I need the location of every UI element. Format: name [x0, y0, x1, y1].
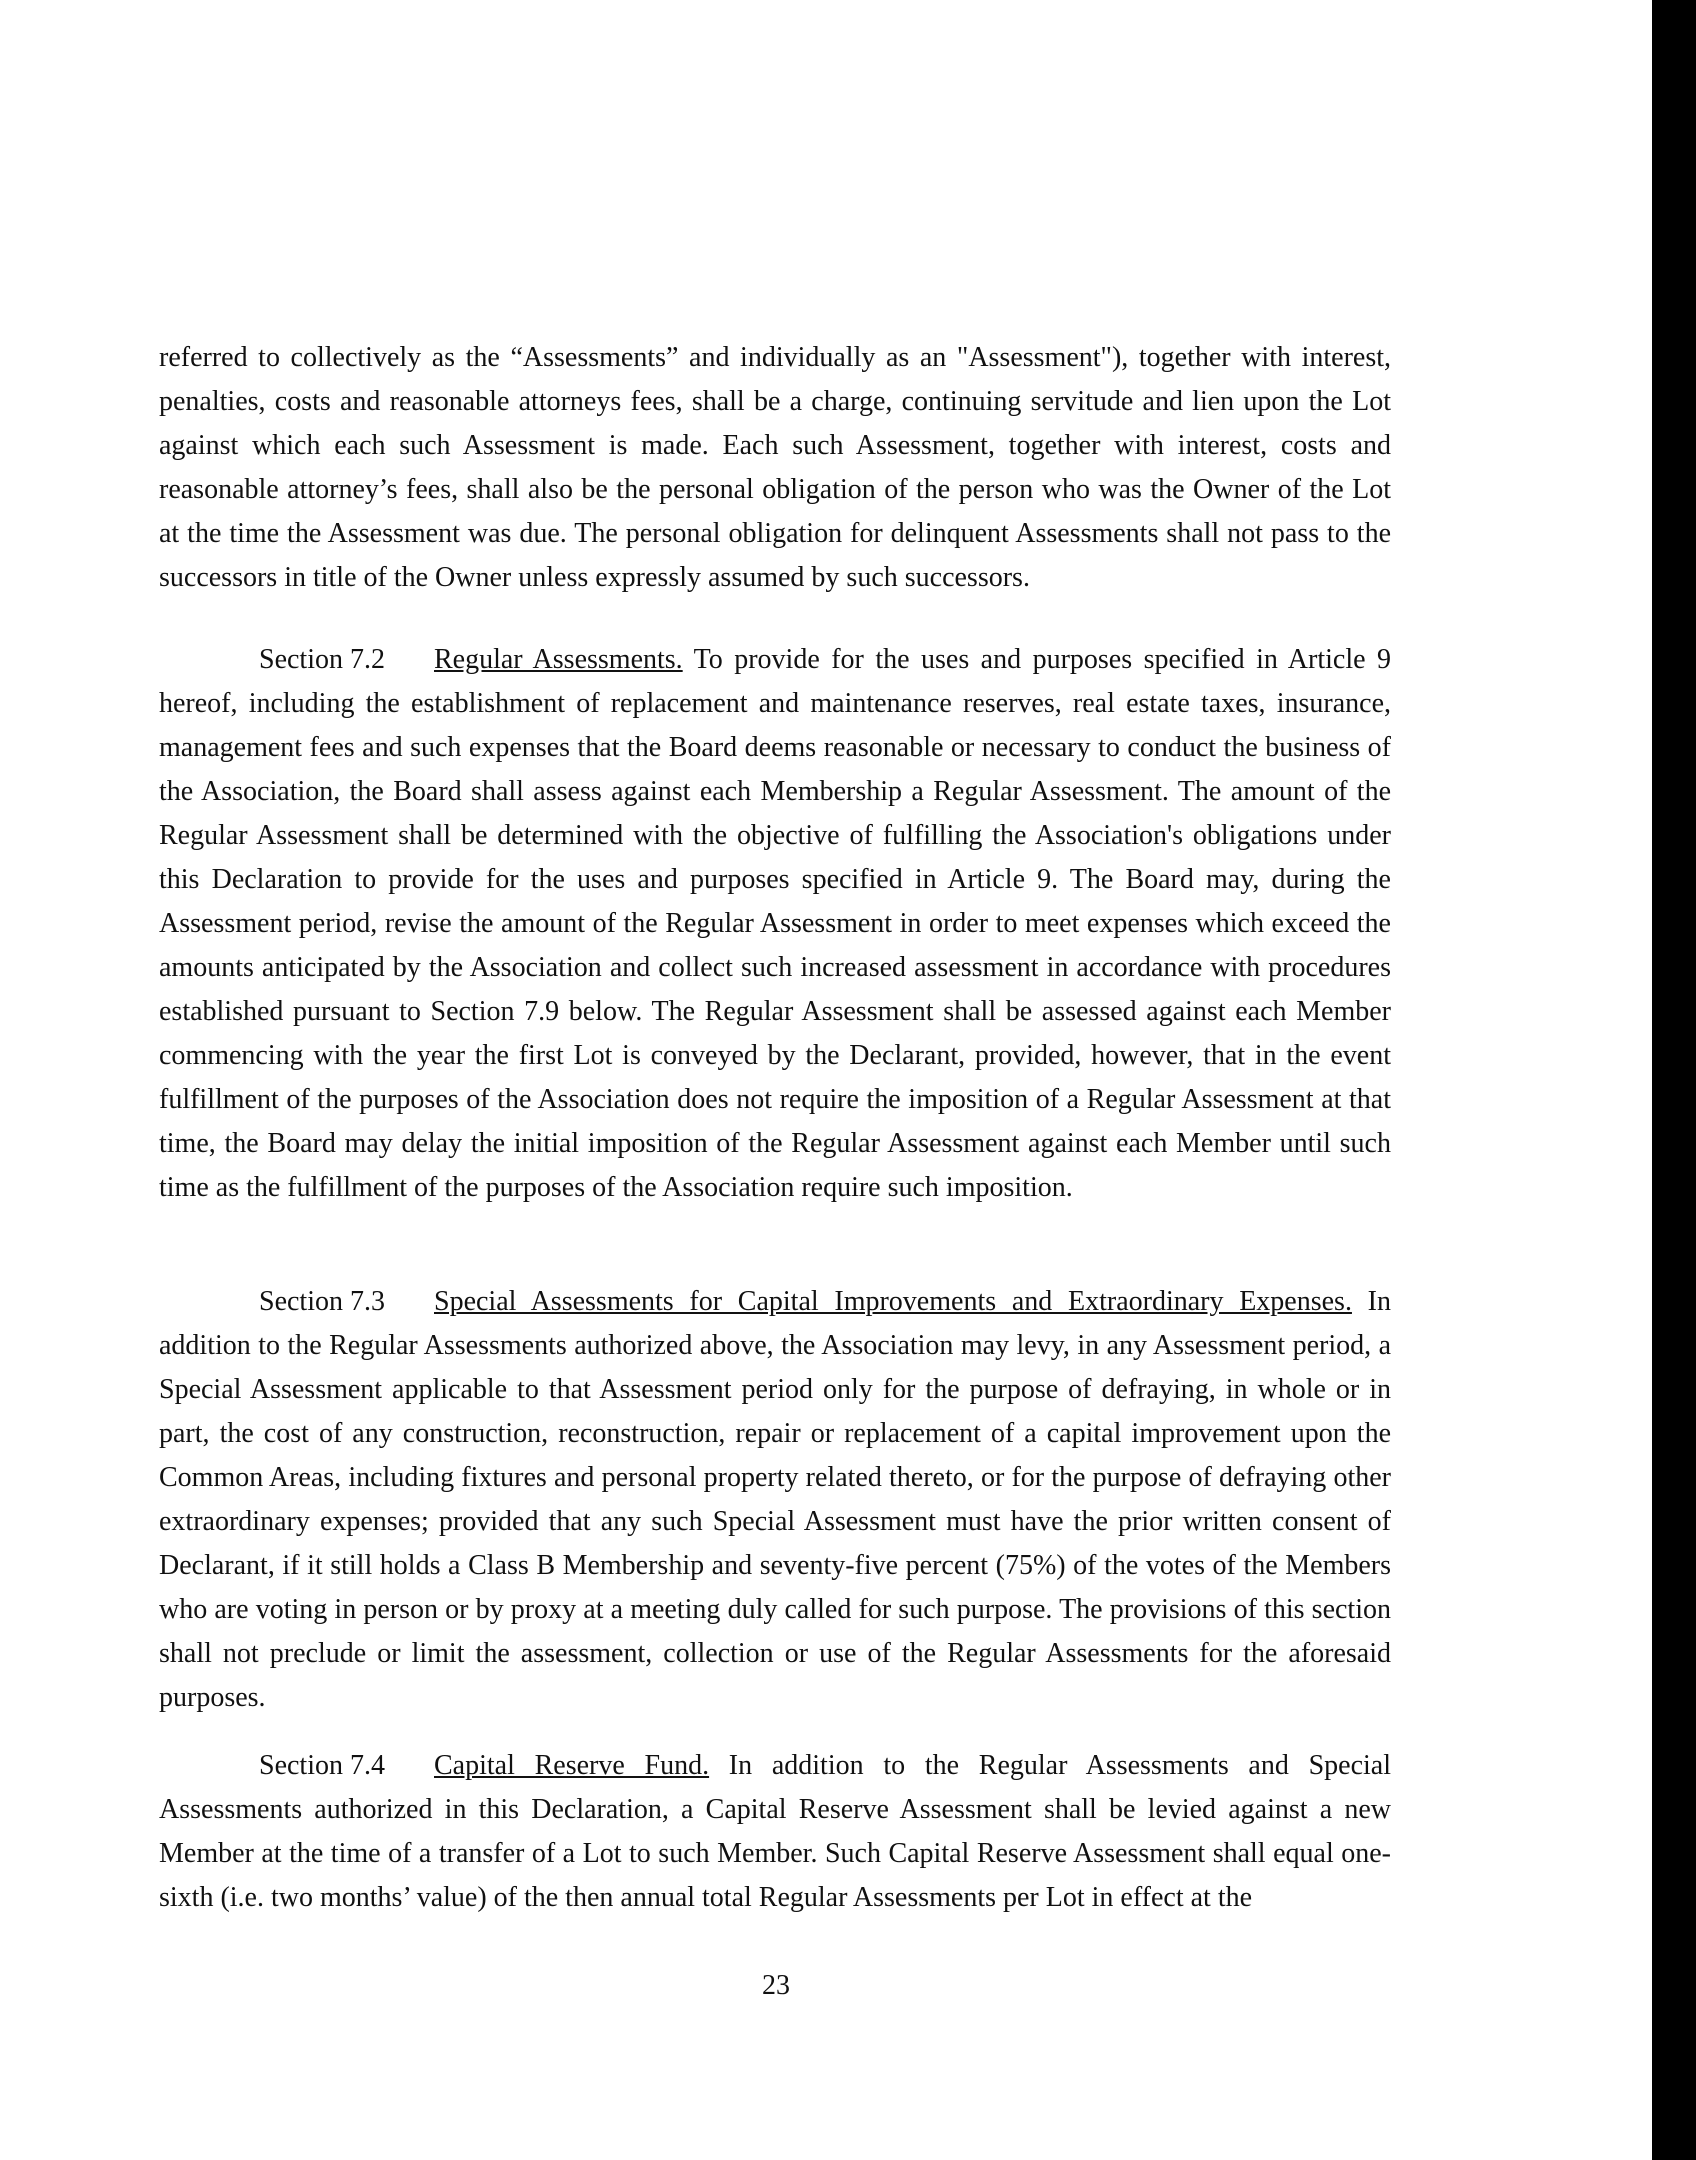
section-title: Capital Reserve Fund. — [434, 1750, 710, 1781]
page-number: 23 — [762, 1970, 790, 2001]
section-7-4 — [159, 1744, 1391, 1920]
section-body: To provide for the uses and purposes specified in Article 9 hereof, including the establishment of replacement and maintenance reserves, real estate taxes, insurance, management fees and such expenses that the Board deems reasonable or necessary to conduct the business of the Association, the Board shall assess against each Membership a Regular Assessment. The amount of the Regular Assessment shall be determined with the objective of fulfilling the Association's obligations under this Declaration to provide for the uses and purposes specified in Article 9. The Board may, during the Assessment period, revise the amount of the Regular Assessment in order to meet expenses which exceed the amounts anticipated by the Association and collect such increased assessment in accordance with procedures established pursuant to Section 7.9 below. The Regular Assessment shall be assessed against each Member commencing with the year the first Lot is conveyed by the Declarant, provided, however, that in the event fulfillment of the purposes of the Association does not require the imposition of a Regular Assessment at that time, the Board may delay the initial imposition of the Regular Assessment against each Member until such time as the fulfillment of the purposes of the Association require such imposition. — [159, 644, 1391, 1203]
section-title: Special Assessments for Capital Improvements and Extraordinary Expenses. — [434, 1286, 1352, 1317]
section-number: Section 7.2 — [259, 644, 385, 675]
section-body: In addition to the Regular Assessments authorized above, the Association may levy, in any Assessment period, a Special Assessment applicable to that Assessment period only for the purpose of defraying, in whole or in part, the cost of any construction, reconstruction, repair or replacement of a capital improvement upon the Common Areas, including fixtures and personal property related thereto, or for the purpose of defraying other extraordinary expenses; provided that any such Special Assessment must have the prior written consent of Declarant, if it still holds a Class B Membership and seventy-five percent (75%) of the votes of the Members who are voting in person or by proxy at a meeting duly called for such purpose. The provisions of this section shall not preclude or limit the assessment, collection or use of the Regular Assessments for the aforesaid purposes. — [159, 1286, 1391, 1713]
scan-border — [1652, 0, 1696, 2160]
paragraph-continuation: referred to collectively as the “Assessments” and individually as an "Assessment"), together with interest, penalties, costs and reasonable attorneys fees, shall be a charge, continuing servitude and lien upon the Lot against which each such Assessment is made. Each such Assessment, together with interest, costs and reasonable attorney’s fees, shall also be the personal obligation of the person who was the Owner of the Lot at the time the Assessment was due. The personal obligation for delinquent Assessments shall not pass to the successors in title of the Owner unless expressly assumed by such successors. — [159, 342, 1391, 593]
section-7-2 — [159, 638, 1391, 1210]
section-7-3 — [159, 1280, 1391, 1720]
section-number: Section 7.3 — [259, 1286, 385, 1317]
section-title: Regular Assessments. — [434, 644, 683, 675]
section-number: Section 7.4 — [259, 1750, 385, 1781]
section-body: In addition to the Regular Assessments and Special Assessments authorized in this Declaration, a Capital Reserve Assessment shall be levied against a new Member at the time of a transfer of a Lot to such Member. Such Capital Reserve Assessment shall equal one-sixth (i.e. two months’ value) of the then annual total Regular Assessments per Lot in effect at the — [159, 1750, 1392, 1913]
